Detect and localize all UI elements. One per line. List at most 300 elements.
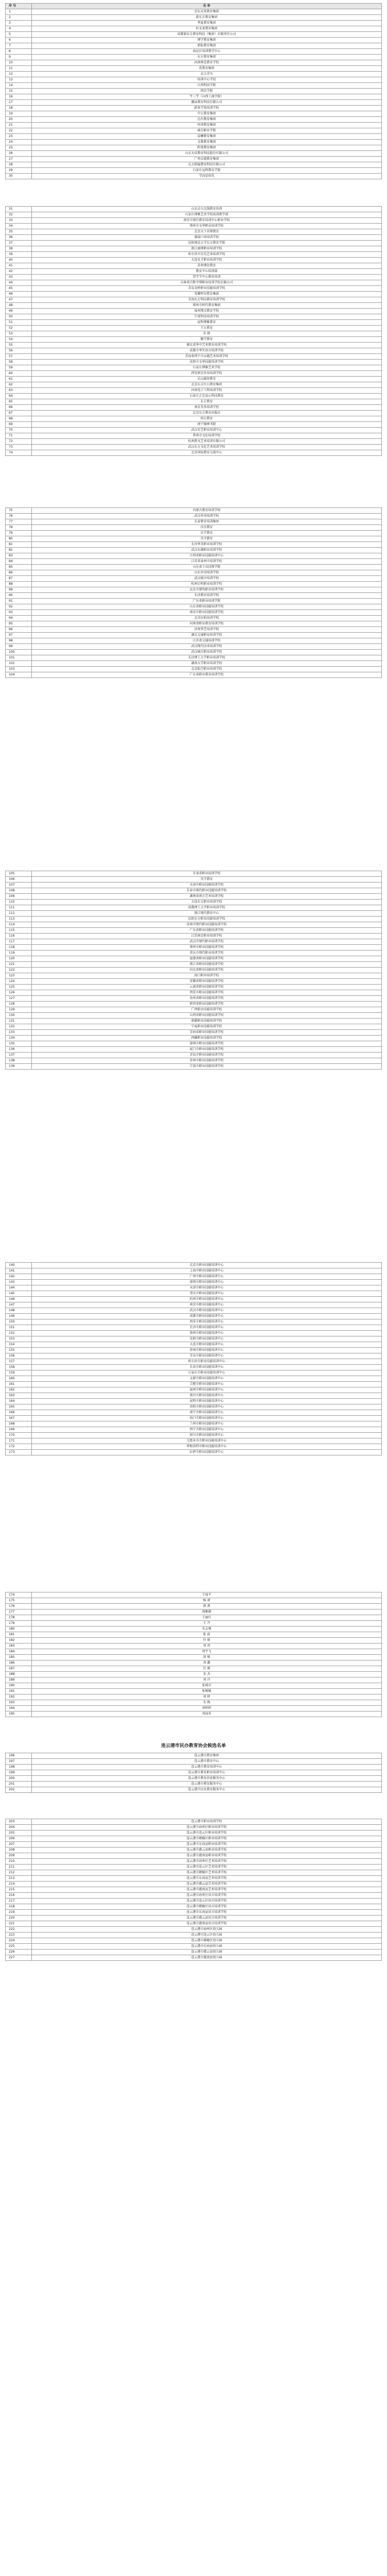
row-number: 68 bbox=[6, 416, 32, 422]
row-name: 天津市职业技能培训中心 bbox=[32, 1285, 382, 1291]
table-row bbox=[6, 151, 382, 157]
row-number: 137 bbox=[6, 1053, 32, 1058]
table-row bbox=[6, 1899, 382, 1904]
row-name: 优教育集团 bbox=[32, 66, 382, 72]
table-row bbox=[6, 627, 382, 633]
table-row bbox=[6, 536, 382, 542]
table-row bbox=[6, 286, 382, 292]
row-name: 朱志强 bbox=[32, 1626, 382, 1632]
table-row bbox=[6, 1870, 382, 1876]
table-row bbox=[6, 621, 382, 627]
row-name: 连云港市灌云县幼儿园 bbox=[32, 1950, 382, 1955]
table-row bbox=[6, 644, 382, 650]
table-row bbox=[6, 968, 382, 973]
table-row bbox=[6, 1632, 382, 1638]
row-number: 161 bbox=[6, 1382, 32, 1387]
name-list-table-3 bbox=[5, 507, 382, 678]
row-name: 南京市职业技能培训学校 bbox=[32, 610, 382, 616]
table-row bbox=[6, 123, 382, 128]
row-number: 169 bbox=[6, 1427, 32, 1433]
row-number: 93 bbox=[6, 610, 32, 616]
row-name: 沈阳师范大学东方教育学院 bbox=[32, 241, 382, 246]
table-row bbox=[6, 1030, 382, 1036]
row-name: 宋 杰 bbox=[32, 1672, 382, 1677]
row-name: 连云港市赣榆区艺术培训学校 bbox=[32, 1870, 382, 1876]
table-row bbox=[6, 1047, 382, 1053]
row-name: 陕西省职业技能培训学校 bbox=[32, 1002, 382, 1007]
row-name: 石家庄博雅艺术学校 bbox=[32, 365, 382, 371]
row-name: 甘肃省职业培训学校 bbox=[32, 871, 382, 877]
row-number: 92 bbox=[6, 604, 32, 610]
table-row bbox=[6, 1916, 382, 1921]
table-row bbox=[6, 207, 382, 212]
row-number: 209 bbox=[6, 1853, 32, 1859]
row-name: 培训中心学校 bbox=[32, 77, 382, 83]
row-name: 兰州市职业技能培训中心 bbox=[32, 1421, 382, 1427]
table-row bbox=[6, 1421, 382, 1427]
table-row bbox=[6, 871, 382, 877]
row-number: 8 bbox=[6, 49, 32, 55]
row-number: 218 bbox=[6, 1904, 32, 1910]
row-name: 连云港市海州区幼儿园 bbox=[32, 1927, 382, 1933]
row-number: 13 bbox=[6, 77, 32, 83]
table-row bbox=[6, 162, 382, 168]
row-number: 163 bbox=[6, 1393, 32, 1399]
row-name: 江苏省交通培训学校 bbox=[32, 638, 382, 644]
row-name: 连云港市连云区职业培训学校 bbox=[32, 1831, 382, 1836]
row-name: 苏州市职业技能培训学校 bbox=[32, 1058, 382, 1064]
row-number: 144 bbox=[6, 1285, 32, 1291]
table-row bbox=[6, 1280, 382, 1285]
row-name: 青海省职业技能培训学校 bbox=[32, 1030, 382, 1036]
row-name: 厦门市职业技能培训学校 bbox=[32, 1047, 382, 1053]
table-row bbox=[6, 1711, 382, 1717]
table-row bbox=[6, 377, 382, 382]
row-name: 浙江康博职业培训学校 bbox=[32, 246, 382, 252]
table-row bbox=[6, 337, 382, 343]
table-row bbox=[6, 1759, 382, 1765]
row-number: 3 bbox=[6, 21, 32, 26]
row-number: 42 bbox=[6, 269, 32, 275]
table-row bbox=[6, 320, 382, 326]
row-name: 北京东方教育出版社 bbox=[32, 411, 382, 416]
row-number: 220 bbox=[6, 1916, 32, 1921]
row-number: 162 bbox=[6, 1387, 32, 1393]
row-name: 拉萨市职业技能培训中心 bbox=[32, 1450, 382, 1455]
table-row bbox=[6, 1053, 382, 1058]
table-row bbox=[6, 1331, 382, 1336]
row-name: 新疆职业技能培训学校 bbox=[32, 1019, 382, 1024]
row-number: 195 bbox=[6, 1711, 32, 1717]
row-name: 连云港市海州区语言培训学校 bbox=[32, 1893, 382, 1899]
row-number: 136 bbox=[6, 1047, 32, 1053]
row-number: 116 bbox=[6, 934, 32, 939]
row-name: 石家庄正定县心科技教育 bbox=[32, 394, 382, 399]
table-row bbox=[6, 888, 382, 894]
row-number: 210 bbox=[6, 1859, 32, 1865]
row-name: 江西省职业技能培训中心 bbox=[32, 553, 382, 559]
table-row bbox=[6, 1893, 382, 1899]
row-name: 张 磊 bbox=[32, 1632, 382, 1638]
row-name: 成都理工大学职业培训学校 bbox=[32, 905, 382, 911]
row-name: 粉笔教育集团 bbox=[32, 145, 382, 151]
row-number: 171 bbox=[6, 1438, 32, 1444]
table-row bbox=[6, 1348, 382, 1353]
row-number: 167 bbox=[6, 1416, 32, 1421]
table-row bbox=[6, 1655, 382, 1660]
table-row bbox=[6, 1853, 382, 1859]
row-number: 57 bbox=[6, 354, 32, 360]
table-row bbox=[6, 1950, 382, 1955]
table-row bbox=[6, 1944, 382, 1950]
row-number: 65 bbox=[6, 399, 32, 405]
row-name: 连云港市教育中心 bbox=[32, 1759, 382, 1765]
row-name: 河南电子工程培训学校 bbox=[32, 388, 382, 394]
table-row bbox=[6, 1604, 382, 1609]
row-number: 109 bbox=[6, 894, 32, 900]
row-name: 济南市现代职业技能培训学校 bbox=[32, 922, 382, 928]
row-number: 145 bbox=[6, 1291, 32, 1297]
row-number: 56 bbox=[6, 348, 32, 354]
row-number: 71 bbox=[6, 433, 32, 439]
table-row bbox=[6, 542, 382, 548]
row-number: 155 bbox=[6, 1348, 32, 1353]
table-row bbox=[6, 877, 382, 883]
row-number: 76 bbox=[6, 514, 32, 519]
table-row bbox=[6, 576, 382, 582]
row-name: 刘 涛 bbox=[32, 1643, 382, 1649]
table-row bbox=[6, 111, 382, 117]
name-list-table-2 bbox=[5, 206, 382, 456]
row-name: 贵州省职业技能培训学校 bbox=[32, 996, 382, 1002]
table-row bbox=[6, 174, 382, 179]
table-row bbox=[6, 246, 382, 252]
row-name: 哈尔滨市星光艺术培训学校 bbox=[32, 252, 382, 258]
row-number: 74 bbox=[6, 450, 32, 456]
row-name: 乌鲁木齐市职业技能培训中心 bbox=[32, 1438, 382, 1444]
table-row bbox=[6, 599, 382, 604]
table-row bbox=[6, 331, 382, 337]
column-header-name: 名 单 bbox=[32, 4, 382, 9]
table-row bbox=[6, 1444, 382, 1450]
table-row bbox=[6, 49, 382, 55]
row-number: 39 bbox=[6, 252, 32, 258]
row-name: 银川市职业技能培训中心 bbox=[32, 1433, 382, 1438]
row-number: 130 bbox=[6, 1013, 32, 1019]
row-number: 190 bbox=[6, 1683, 32, 1689]
row-name: 长春市职业技能培训中心 bbox=[32, 1365, 382, 1370]
table-row bbox=[6, 1268, 382, 1274]
row-name: 长沙华美职业培训学校 bbox=[32, 542, 382, 548]
row-name: 西安市职业技能培训学校 bbox=[32, 990, 382, 996]
row-name: 王五教育 bbox=[32, 326, 382, 331]
table-row bbox=[6, 100, 382, 106]
row-number: 160 bbox=[6, 1376, 32, 1382]
table-row bbox=[6, 1325, 382, 1331]
row-name: 黄 娟 bbox=[32, 1655, 382, 1660]
table-row bbox=[6, 128, 382, 134]
row-name: 郑雅静 bbox=[32, 1609, 382, 1615]
table-row bbox=[6, 1002, 382, 1007]
row-number: 114 bbox=[6, 922, 32, 928]
table-row bbox=[6, 360, 382, 365]
table-row bbox=[6, 593, 382, 599]
table-row bbox=[6, 1706, 382, 1711]
row-number: 85 bbox=[6, 565, 32, 570]
row-number: 95 bbox=[6, 621, 32, 627]
table-row bbox=[6, 212, 382, 218]
table-row bbox=[6, 1825, 382, 1831]
table-row bbox=[6, 314, 382, 320]
table-row bbox=[6, 508, 382, 514]
row-number: 62 bbox=[6, 382, 32, 388]
row-name: 呼和浩特市职业技能培训中心 bbox=[32, 1444, 382, 1450]
row-name: 南昌市职业技能培训中心 bbox=[32, 1393, 382, 1399]
table-row bbox=[6, 1353, 382, 1359]
table-row bbox=[6, 1621, 382, 1626]
table-row bbox=[6, 514, 382, 519]
table-row bbox=[6, 365, 382, 371]
row-number: 215 bbox=[6, 1887, 32, 1893]
row-name: 连云港市东海县职业培训学校 bbox=[32, 1842, 382, 1848]
row-number: 200 bbox=[6, 1776, 32, 1782]
table-row bbox=[6, 667, 382, 672]
table-row bbox=[6, 1819, 382, 1825]
table-row bbox=[6, 405, 382, 411]
row-number: 138 bbox=[6, 1058, 32, 1064]
table-row bbox=[6, 32, 382, 38]
row-number: 36 bbox=[6, 235, 32, 241]
row-name: 大连市职业技能培训中心 bbox=[32, 1342, 382, 1348]
row-number: 225 bbox=[6, 1944, 32, 1950]
table-row bbox=[6, 900, 382, 905]
table-row bbox=[6, 1836, 382, 1842]
row-number: 40 bbox=[6, 258, 32, 263]
table-row bbox=[6, 145, 382, 151]
row-name: 环球教育集团 bbox=[32, 123, 382, 128]
row-number: 134 bbox=[6, 1036, 32, 1041]
row-name: 北京市建筑职业培训学校 bbox=[32, 587, 382, 593]
row-number: 207 bbox=[6, 1842, 32, 1848]
row-name: 长沙教育培训学校 bbox=[32, 593, 382, 599]
table-row bbox=[6, 252, 382, 258]
row-name: 太原市职业技能培训中心 bbox=[32, 1376, 382, 1382]
table-row bbox=[6, 445, 382, 450]
row-number: 75 bbox=[6, 508, 32, 514]
row-name: 海淀区培训教学中心 bbox=[32, 49, 382, 55]
table-row bbox=[6, 1041, 382, 1047]
row-number: 126 bbox=[6, 990, 32, 996]
row-name: 杭州市职业技能培训中心 bbox=[32, 1297, 382, 1302]
table-row bbox=[6, 348, 382, 354]
table-row bbox=[6, 1683, 382, 1689]
row-number: 164 bbox=[6, 1399, 32, 1404]
row-name: 连云港市灌云县职业培训学校 bbox=[32, 1848, 382, 1853]
row-number: 184 bbox=[6, 1649, 32, 1655]
table-row bbox=[6, 60, 382, 66]
table-row bbox=[6, 604, 382, 610]
row-number: 14 bbox=[6, 83, 32, 89]
table-row bbox=[6, 411, 382, 416]
row-number: 115 bbox=[6, 928, 32, 934]
table-row bbox=[6, 292, 382, 297]
table-row bbox=[6, 582, 382, 587]
row-number: 89 bbox=[6, 587, 32, 593]
row-name: 邓海英 bbox=[32, 1711, 382, 1717]
table-row bbox=[6, 439, 382, 445]
table-row bbox=[6, 1765, 382, 1770]
row-name: 济南市职业技能培训中心 bbox=[32, 1348, 382, 1353]
row-name: 山东天成教育科技股份有限公司 bbox=[32, 151, 382, 157]
table-row bbox=[6, 140, 382, 145]
row-number: 97 bbox=[6, 633, 32, 638]
row-number: 148 bbox=[6, 1308, 32, 1314]
row-name: 南宁翰林书院 bbox=[32, 422, 382, 428]
row-name: 广州卓越教育集团 bbox=[32, 157, 382, 162]
row-name: 山东卓立在线教育培训 bbox=[32, 207, 382, 212]
row-name: 天津市职业技能培训学校 bbox=[32, 883, 382, 888]
table-row bbox=[6, 1274, 382, 1280]
table-row bbox=[6, 956, 382, 962]
row-number: 79 bbox=[6, 531, 32, 536]
table-row bbox=[6, 1904, 382, 1910]
row-number: 172 bbox=[6, 1444, 32, 1450]
row-number: 176 bbox=[6, 1604, 32, 1609]
row-number: 90 bbox=[6, 593, 32, 599]
row-number: 86 bbox=[6, 570, 32, 576]
row-number: 198 bbox=[6, 1765, 32, 1770]
table-row bbox=[6, 134, 382, 140]
table-row bbox=[6, 1689, 382, 1694]
table-row bbox=[6, 1007, 382, 1013]
row-number: 7 bbox=[6, 43, 32, 49]
row-number: 33 bbox=[6, 218, 32, 224]
table-row bbox=[6, 1382, 382, 1387]
row-name: 江苏省泰州市培训学校 bbox=[32, 559, 382, 565]
row-number: 59 bbox=[6, 365, 32, 371]
table-row bbox=[6, 1427, 382, 1433]
table-row bbox=[6, 1848, 382, 1853]
row-number: 103 bbox=[6, 667, 32, 672]
row-name: 连云港市灌云县艺术培训学校 bbox=[32, 1882, 382, 1887]
row-name: 沈阳市文华技能培训学校 bbox=[32, 360, 382, 365]
table-row bbox=[6, 168, 382, 174]
row-name: 西京学院 bbox=[32, 89, 382, 94]
row-name: 广东省职业技能培训学校 bbox=[32, 928, 382, 934]
table-row bbox=[6, 89, 382, 94]
table-row bbox=[6, 1887, 382, 1893]
table-row bbox=[6, 1626, 382, 1632]
row-name: 好未来教育集团 bbox=[32, 26, 382, 32]
table-row bbox=[6, 1387, 382, 1393]
row-number: 166 bbox=[6, 1410, 32, 1416]
table-row bbox=[6, 548, 382, 553]
row-number: 101 bbox=[6, 655, 32, 661]
table-row bbox=[6, 934, 382, 939]
row-number: 1 bbox=[6, 9, 32, 15]
row-name: 青海东方科技教育培训学校 bbox=[32, 297, 382, 303]
row-number: 81 bbox=[6, 542, 32, 548]
row-number: 32 bbox=[6, 212, 32, 218]
table-row bbox=[6, 1308, 382, 1314]
table-row bbox=[6, 1615, 382, 1621]
row-number: 214 bbox=[6, 1882, 32, 1887]
table-row bbox=[6, 1782, 382, 1787]
row-number: 77 bbox=[6, 519, 32, 525]
table-row bbox=[6, 280, 382, 286]
table-row bbox=[6, 382, 382, 388]
row-number: 107 bbox=[6, 883, 32, 888]
row-number: 35 bbox=[6, 229, 32, 235]
table-row bbox=[6, 38, 382, 43]
row-name: 连云港市职业培训学校 bbox=[32, 1819, 382, 1825]
row-number: 158 bbox=[6, 1365, 32, 1370]
table-row bbox=[6, 1649, 382, 1655]
table-row bbox=[6, 1036, 382, 1041]
table-row bbox=[6, 1753, 382, 1759]
row-number: 203 bbox=[6, 1819, 32, 1825]
row-number: 48 bbox=[6, 303, 32, 309]
row-number: 177 bbox=[6, 1609, 32, 1615]
row-name: 蔚来学苑培训学校 bbox=[32, 106, 382, 111]
table-row bbox=[6, 1609, 382, 1615]
table-row bbox=[6, 309, 382, 314]
row-name: 宋 群 bbox=[32, 331, 382, 337]
table-row bbox=[6, 9, 382, 15]
table-row bbox=[6, 1776, 382, 1782]
table-row bbox=[6, 996, 382, 1002]
row-number: 194 bbox=[6, 1706, 32, 1711]
row-name: 王福平 bbox=[32, 1592, 382, 1598]
row-number: 15 bbox=[6, 89, 32, 94]
row-number: 221 bbox=[6, 1921, 32, 1927]
row-number: 28 bbox=[6, 162, 32, 168]
row-number: 37 bbox=[6, 241, 32, 246]
table-row bbox=[6, 928, 382, 934]
row-name: 张城市 bbox=[32, 1683, 382, 1689]
table-row bbox=[6, 531, 382, 536]
row-name: 南宁市职业技能培训中心 bbox=[32, 1410, 382, 1416]
row-number: 34 bbox=[6, 224, 32, 229]
row-number: 38 bbox=[6, 246, 32, 252]
row-number: 46 bbox=[6, 292, 32, 297]
table-row bbox=[6, 559, 382, 565]
table-row bbox=[6, 650, 382, 655]
row-name: 刘 洋 bbox=[32, 1677, 382, 1683]
row-name: 潮汕教育科技有限公司 bbox=[32, 100, 382, 106]
row-name: 云南省职业技能培训学校 bbox=[32, 985, 382, 990]
row-number: 29 bbox=[6, 168, 32, 174]
row-number: 11 bbox=[6, 66, 32, 72]
table-row bbox=[6, 1297, 382, 1302]
table-row bbox=[6, 1938, 382, 1944]
row-number: 88 bbox=[6, 582, 32, 587]
table-row bbox=[6, 1921, 382, 1927]
table-row bbox=[6, 610, 382, 616]
row-number: 196 bbox=[6, 1753, 32, 1759]
row-name: 乐山德智教育 bbox=[32, 377, 382, 382]
row-name: 翼展口语培训学校 bbox=[32, 235, 382, 241]
row-name: 海口职业培训学校 bbox=[32, 973, 382, 979]
row-name: 北京航空职业培训学校 bbox=[32, 667, 382, 672]
row-number: 49 bbox=[6, 309, 32, 314]
row-number: 41 bbox=[6, 263, 32, 269]
row-number: 154 bbox=[6, 1342, 32, 1348]
row-name: 王丽红 bbox=[32, 1615, 382, 1621]
table-row bbox=[6, 1024, 382, 1030]
row-number: 187 bbox=[6, 1666, 32, 1672]
row-name: 沈阳东方职业技能培训学校 bbox=[32, 917, 382, 922]
